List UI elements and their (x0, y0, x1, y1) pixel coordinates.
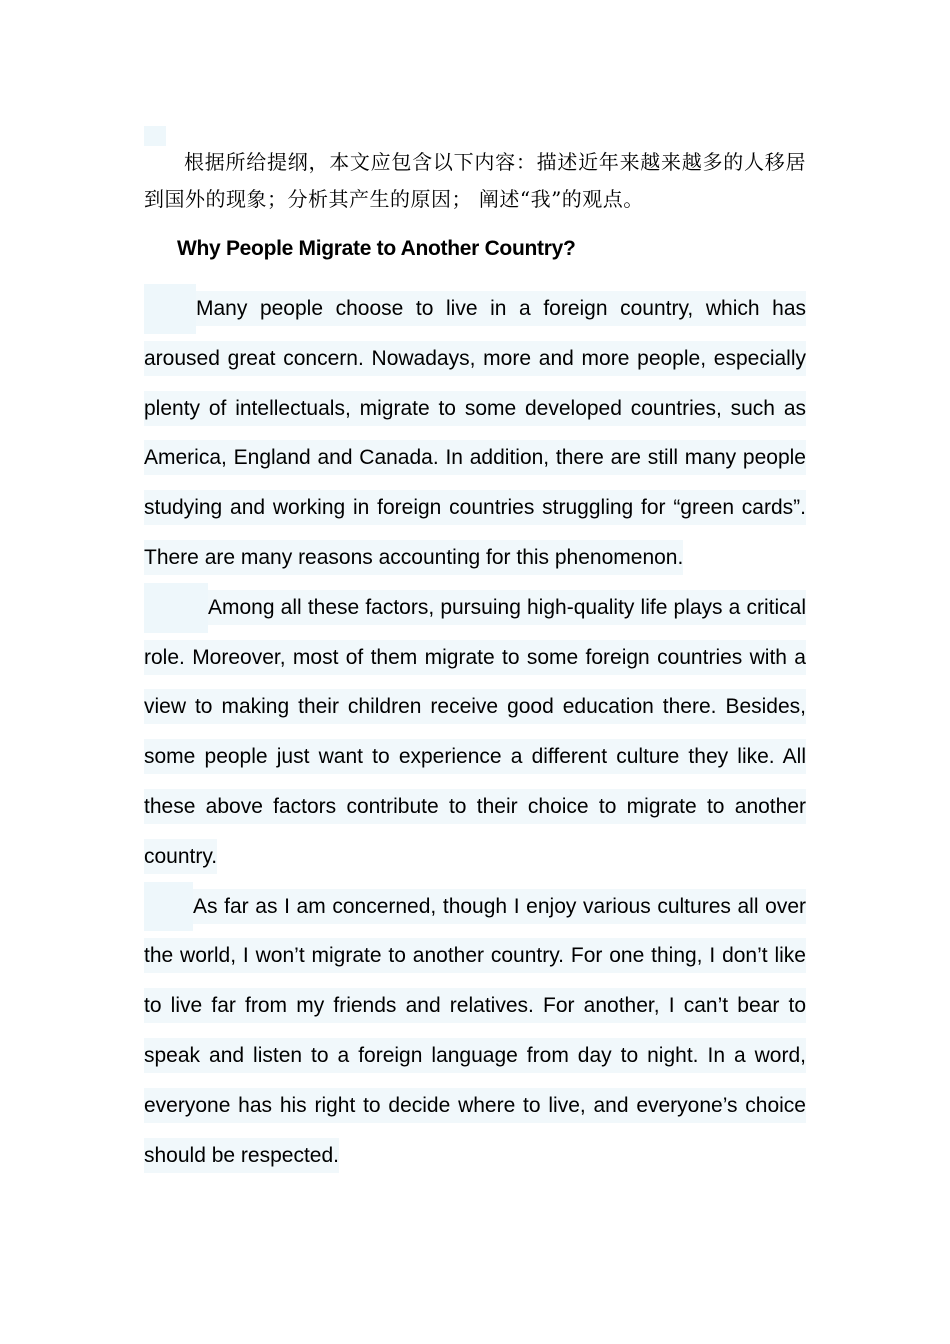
essay-paragraph (144, 583, 806, 882)
paragraph-text: Many people choose to live in a foreign country, which has aroused great concern. Nowadays, more and more people, especially plenty of intellectuals, migrate to some developed countries, such as America, England and Canada. In addition, there are still many people studying and working in foreign countries struggling for “green cards”. There are many reasons accounting for this phenomenon. (144, 291, 806, 575)
paragraph-indent (144, 583, 208, 633)
essay-paragraph (144, 284, 806, 583)
essay-title: Why People Migrate to Another Country? (177, 237, 576, 260)
essay-paragraph (144, 882, 806, 1181)
chinese-instruction: 根据所给提纲，本文应包含以下内容：描述近年来越来越多的人移居到国外的现象；分析其产生的原因； 阐述“我”的观点。 (144, 150, 806, 211)
paragraph-indent (144, 284, 196, 334)
document-page (144, 124, 806, 1180)
paragraph-indent (144, 882, 193, 932)
paragraph-text: As far as I am concerned, though I enjoy various cultures all over the world, I won’t migrate to another country. For one thing, I don’t like to live far from my friends and relatives. For another, I can’t bear to speak and listen to a foreign language from day to night. In a word, everyone has his right to decide where to live, and everyone’s choice should be respected. (144, 889, 806, 1173)
paragraph-text: Among all these factors, pursuing high-quality life plays a critical role. Moreover, most of them migrate to some foreign countries with a view to making their children receive good education there. Besides, some people just want to experience a different culture they like. All these above factors contribute to their choice to migrate to another country. (144, 590, 806, 874)
